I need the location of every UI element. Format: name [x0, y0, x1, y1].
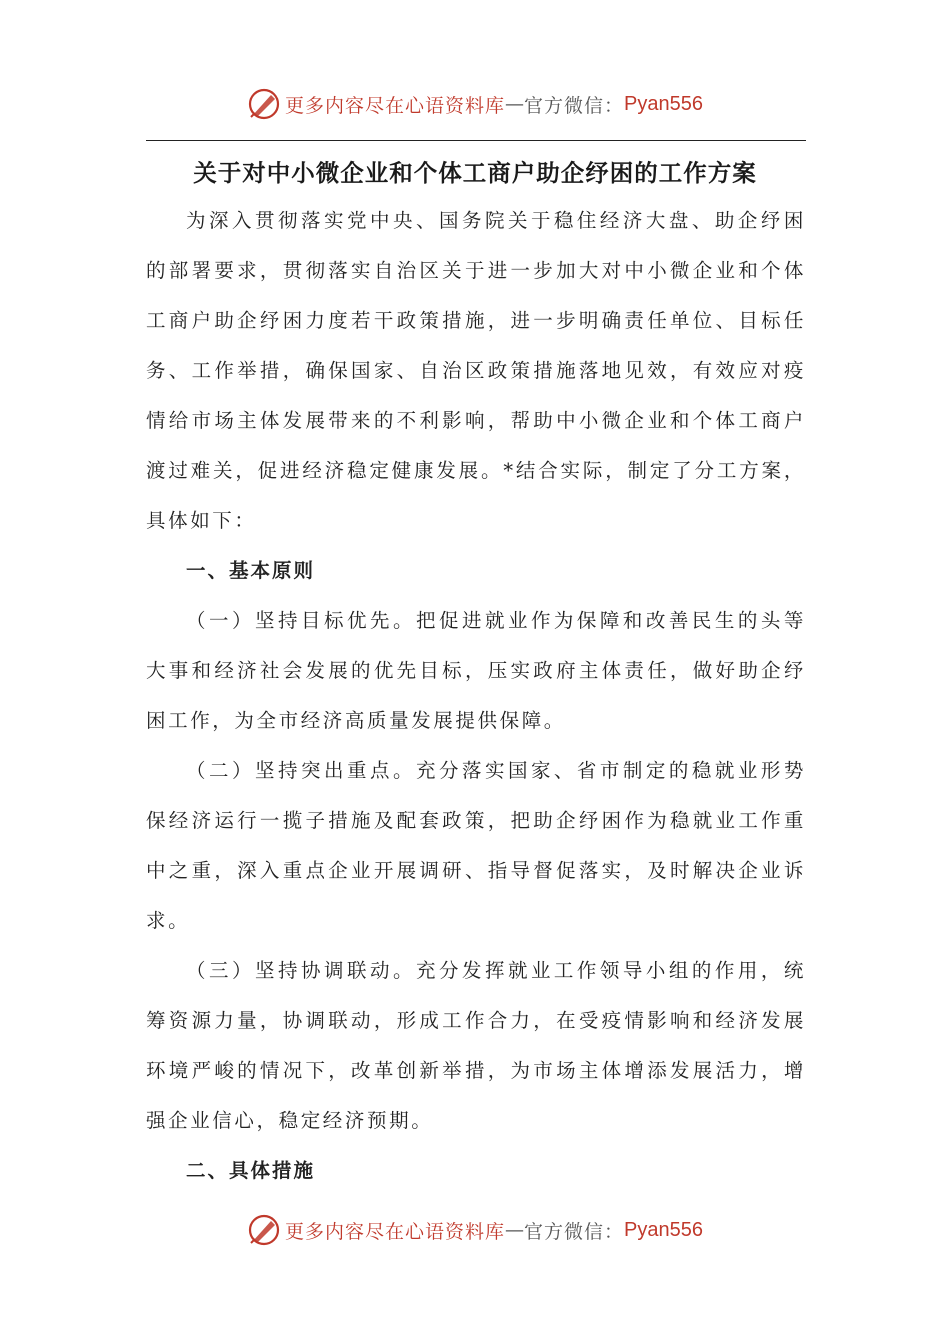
- paragraph-line: 强企业信心，稳定经济预期。: [146, 1109, 434, 1132]
- pen-logo-icon: [247, 1213, 281, 1247]
- banner-dash: —: [505, 93, 525, 115]
- banner-dash: —: [505, 1219, 525, 1241]
- paragraph-line: 环境严峻的情况下，改革创新举措，为市场主体增添发展活力，增: [146, 1059, 806, 1082]
- paragraph-line: 务、工作举措，确保国家、自治区政策措施落地见效，有效应对疫: [146, 359, 806, 382]
- paragraph-line: （二）坚持突出重点。充分落实国家、省市制定的稳就业形势: [186, 759, 806, 782]
- paragraph-line: 的部署要求，贯彻落实自治区关于进一步加大对中小微企业和个体: [146, 259, 806, 282]
- paragraph-line: 为深入贯彻落实党中央、国务院关于稳住经济大盘、助企纾困: [186, 209, 806, 232]
- paragraph-line: 求。: [146, 909, 191, 932]
- banner-text: 更多内容尽在心语资料库: [285, 94, 506, 117]
- pen-logo-icon: [247, 87, 281, 121]
- paragraph-line: 大事和经济社会发展的优先目标，压实政府主体责任，做好助企纾: [146, 659, 806, 682]
- paragraph-line: 筹资源力量，协调联动，形成工作合力，在受疫情影响和经济发展: [146, 1009, 806, 1032]
- banner-wechat-id: Pyan556: [624, 92, 703, 115]
- banner-wechat-label: 官方微信：: [524, 1220, 625, 1243]
- paragraph-line: 渡过难关，促进经济稳定健康发展。*结合实际，制定了分工方案，: [146, 459, 806, 482]
- banner-text: 更多内容尽在心语资料库: [285, 1220, 506, 1243]
- paragraph-line: 困工作，为全市经济高质量发展提供保障。: [146, 709, 566, 732]
- header-divider: [146, 140, 806, 141]
- paragraph-line: 中之重，深入重点企业开展调研、指导督促落实，及时解决企业诉: [146, 859, 806, 882]
- footer-banner: [0, 1210, 950, 1250]
- header-banner: [0, 84, 950, 124]
- section-heading: 一、基本原则: [186, 559, 316, 582]
- paragraph-line: 具体如下：: [146, 509, 257, 532]
- banner-wechat-id: Pyan556: [624, 1218, 703, 1241]
- document-title: 关于对中小微企业和个体工商户助企纾困的工作方案: [193, 159, 757, 187]
- paragraph-line: 情给市场主体发展带来的不利影响，帮助中小微企业和个体工商户: [146, 409, 806, 432]
- paragraph-line: 工商户助企纾困力度若干政策措施，进一步明确责任单位、目标任: [146, 309, 806, 332]
- section-heading: 二、具体措施: [186, 1159, 316, 1182]
- paragraph-line: 保经济运行一揽子措施及配套政策，把助企纾困作为稳就业工作重: [146, 809, 806, 832]
- paragraph-line: （三）坚持协调联动。充分发挥就业工作领导小组的作用，统: [186, 959, 806, 982]
- paragraph-line: （一）坚持目标优先。把促进就业作为保障和改善民生的头等: [186, 609, 806, 632]
- banner-wechat-label: 官方微信：: [524, 94, 625, 117]
